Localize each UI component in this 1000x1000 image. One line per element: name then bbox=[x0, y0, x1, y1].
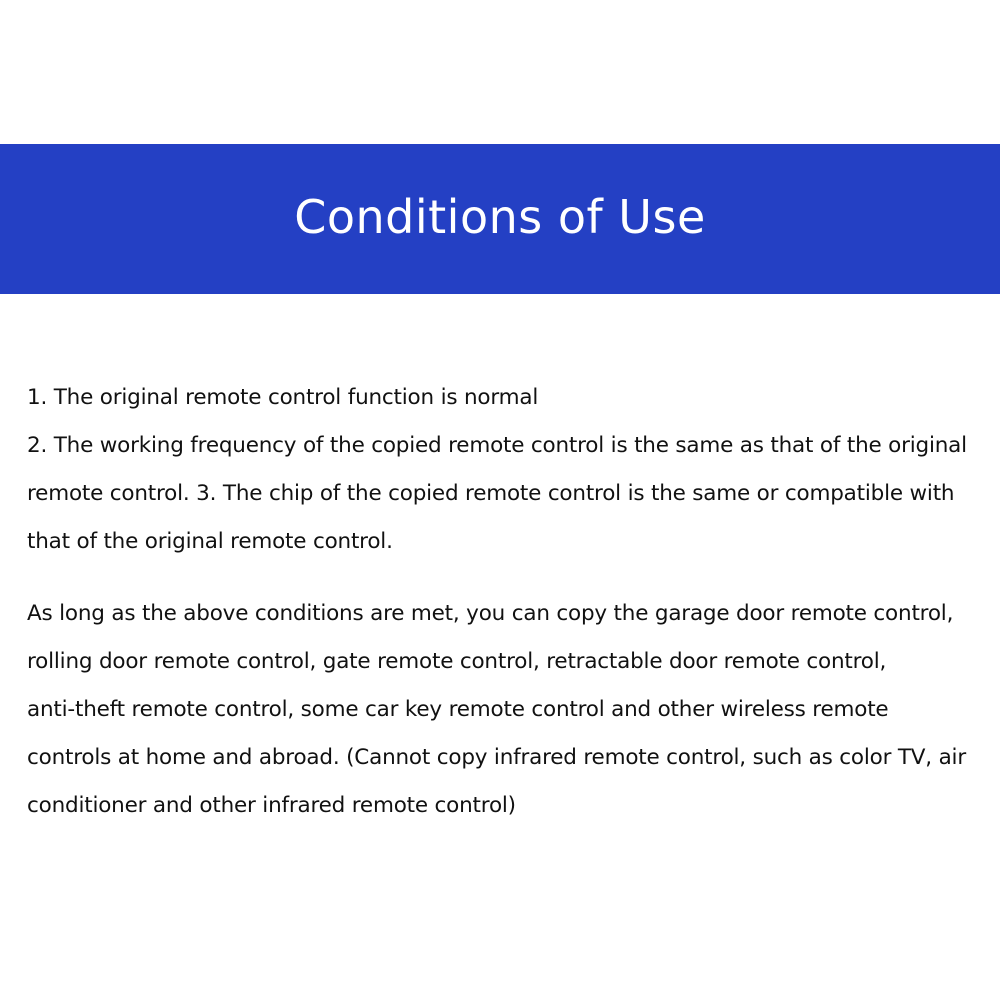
note-paragraph bbox=[27, 590, 987, 830]
note-line: As long as the above conditions are met, you can copy the garage door remote control, bbox=[27, 601, 954, 626]
note-line: rolling door remote control, gate remote control, retractable door remote control, bbox=[27, 649, 887, 674]
note-line: conditioner and other infrared remote control) bbox=[27, 793, 516, 818]
conditions-line: 1. The original remote control function is normal bbox=[27, 385, 539, 410]
conditions-list bbox=[27, 374, 987, 566]
page-title: Conditions of Use bbox=[294, 190, 706, 244]
note-line: controls at home and abroad. (Cannot copy infrared remote control, such as color TV, air bbox=[27, 745, 966, 770]
title-banner bbox=[0, 144, 1000, 294]
note-line: anti-theft remote control, some car key remote control and other wireless remote bbox=[27, 697, 889, 722]
conditions-content bbox=[27, 374, 987, 830]
conditions-line: that of the original remote control. bbox=[27, 529, 393, 554]
conditions-line: 2. The working frequency of the copied remote control is the same as that of the original bbox=[27, 433, 967, 458]
conditions-line: remote control. 3. The chip of the copied remote control is the same or compatible with bbox=[27, 481, 955, 506]
